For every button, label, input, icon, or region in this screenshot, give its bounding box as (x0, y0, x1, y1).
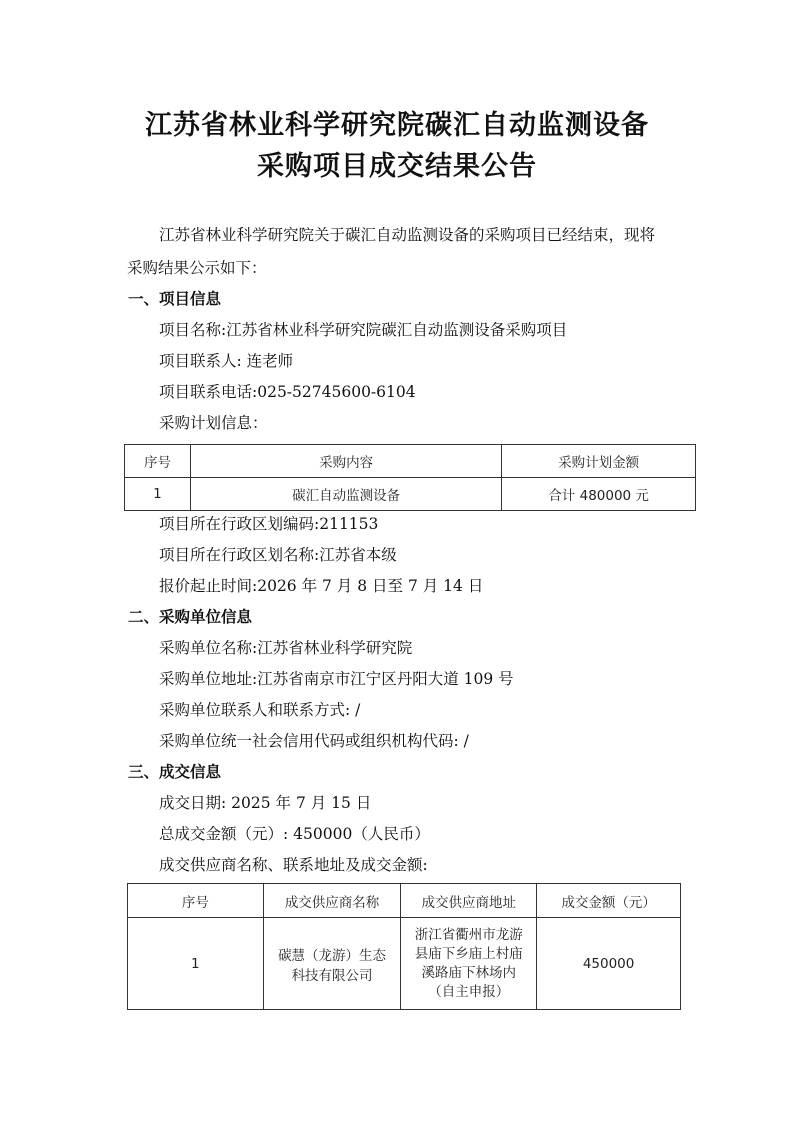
intro-line-2: 采购结果公示如下： (127, 259, 267, 277)
supplier-name-line-2: 科技有限公司 (291, 967, 373, 984)
supplier-address-line-4: （自主申报） (428, 983, 510, 1000)
section-heading-purchaser: 二、采购单位信息 (128, 608, 253, 626)
deal-header-amount: 成交金额（元） (537, 884, 681, 918)
plan-header-content: 采购内容 (190, 445, 501, 478)
deal-cell-amount: 450000 (537, 918, 681, 1010)
plan-header-no: 序号 (125, 445, 191, 478)
plan-cell-amount: 合计 480000 元 (502, 478, 696, 511)
purchaser-name: 采购单位名称:江苏省林业科学研究院 (159, 639, 413, 657)
deal-total: 总成交金额（元）: 450000（人民币） (159, 825, 430, 843)
plan-header-amount: 采购计划金额 (502, 445, 696, 478)
supplier-name-line-1: 碳慧（龙游）生态 (278, 947, 387, 964)
deal-header-address: 成交供应商地址 (401, 884, 537, 918)
supplier-address-line-3: 溪路庙下林场内 (421, 964, 517, 981)
plan-table (124, 444, 696, 511)
project-phone: 项目联系电话:025-52745600-6104 (159, 383, 416, 401)
project-name: 项目名称:江苏省林业科学研究院碳汇自动监测设备采购项目 (159, 321, 568, 339)
purchaser-address: 采购单位地址:江苏省南京市江宁区丹阳大道 109 号 (159, 670, 514, 688)
deal-cell-no: 1 (128, 918, 264, 1010)
region-code: 项目所在行政区划编码:211153 (159, 515, 379, 533)
intro-line-1: 江苏省林业科学研究院关于碳汇自动监测设备的采购项目已经结束，现将 (159, 226, 656, 244)
purchaser-credit-code: 采购单位统一社会信用代码或组织机构代码: / (159, 732, 469, 750)
title-line-2: 采购项目成交结果公告 (257, 151, 537, 182)
table-row (125, 478, 696, 511)
plan-table-header (125, 445, 696, 478)
project-contact: 项目联系人: 连老师 (159, 352, 294, 370)
section-heading-project: 一、项目信息 (128, 290, 222, 308)
section-heading-deal: 三、成交信息 (128, 763, 222, 781)
deal-cell-supplier (263, 918, 401, 1010)
supplier-label: 成交供应商名称、联系地址及成交金额: (159, 856, 428, 874)
plan-cell-content: 碳汇自动监测设备 (190, 478, 501, 511)
deal-header-supplier: 成交供应商名称 (263, 884, 401, 918)
quote-period: 报价起止时间:2026 年 7 月 8 日至 7 月 14 日 (159, 577, 484, 595)
deal-table-header (128, 884, 681, 918)
supplier-address-line-2: 县庙下乡庙上村庙 (414, 945, 523, 962)
supplier-address-line-1: 浙江省衢州市龙游 (414, 926, 523, 943)
deal-header-no: 序号 (128, 884, 264, 918)
deal-cell-address (401, 918, 537, 1010)
deal-table (127, 883, 681, 1010)
plan-label: 采购计划信息： (159, 414, 268, 432)
deal-date: 成交日期: 2025 年 7 月 15 日 (159, 794, 372, 812)
title-line-1: 江苏省林业科学研究院碳汇自动监测设备 (145, 110, 649, 141)
region-name: 项目所在行政区划名称:江苏省本级 (159, 546, 397, 564)
plan-cell-no: 1 (125, 478, 191, 511)
purchaser-contact: 采购单位联系人和联系方式: / (159, 701, 361, 719)
table-row (128, 918, 681, 1010)
